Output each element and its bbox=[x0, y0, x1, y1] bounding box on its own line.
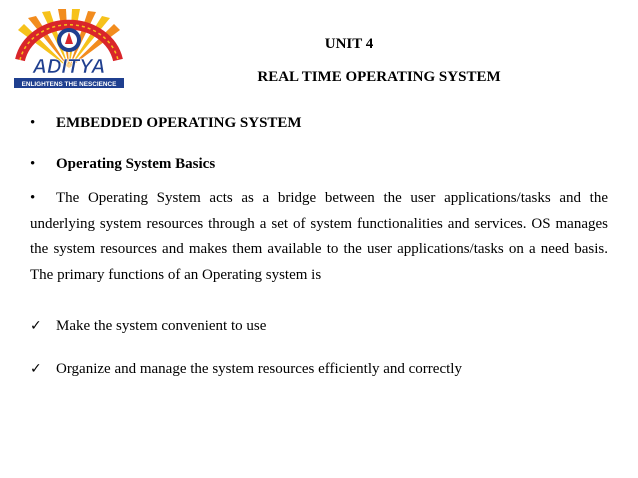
logo-tagline: ENLIGHTENS THE NESCIENCE bbox=[21, 81, 117, 88]
check-text: Organize and manage the system resources efficiently and correctly bbox=[56, 361, 462, 377]
bullet-paragraph bbox=[30, 186, 608, 288]
checkmark-icon: ✓ bbox=[30, 318, 42, 334]
bullet-icon: • bbox=[30, 156, 36, 172]
bullet-icon: • bbox=[30, 190, 36, 206]
unit-heading: UNIT 4 bbox=[324, 36, 374, 52]
logo-wordmark: ADITYA bbox=[32, 56, 106, 78]
bullet-icon: • bbox=[30, 115, 36, 131]
page-title: REAL TIME OPERATING SYSTEM bbox=[257, 69, 501, 85]
check-item-organize bbox=[30, 361, 462, 378]
paragraph-text: The Operating System acts as a bridge between the user applications/tasks and the underlying system resources through a set of system functionalities and services. OS manages the system resources and makes them available to the user applications/tasks on a need basis. The primary functions of an Operating system is bbox=[30, 190, 608, 283]
check-text: Make the system convenient to use bbox=[56, 318, 267, 334]
bullet-text: EMBEDDED OPERATING SYSTEM bbox=[56, 115, 302, 131]
check-item-convenient bbox=[30, 318, 266, 335]
bullet-item-embedded-os bbox=[30, 115, 302, 132]
bullet-text: Operating System Basics bbox=[56, 156, 216, 172]
bullet-item-os-basics bbox=[30, 156, 215, 173]
checkmark-icon: ✓ bbox=[30, 361, 42, 377]
